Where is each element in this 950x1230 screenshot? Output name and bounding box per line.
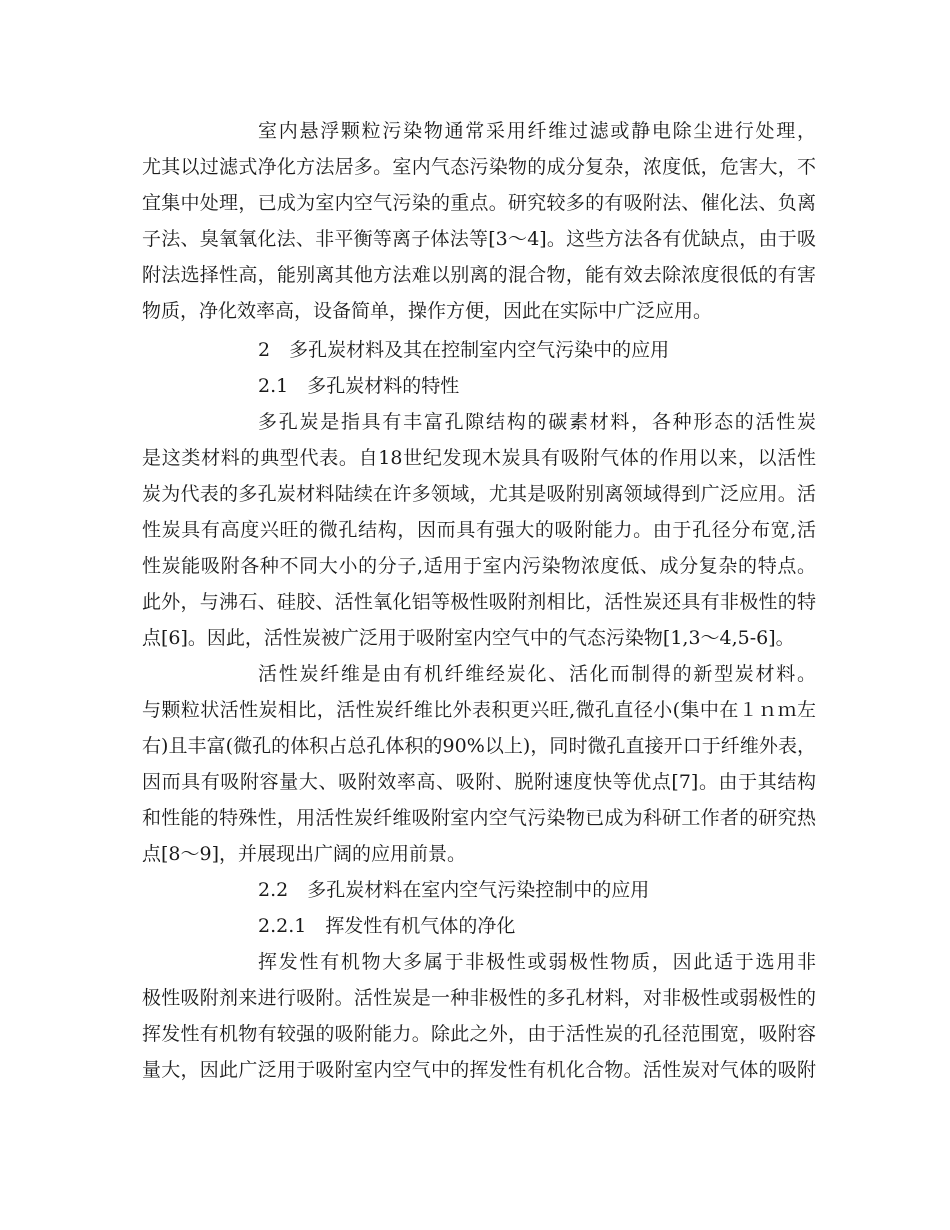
text-line: 此外，与沸石、硅胶、活性氧化铝等极性吸附剂相比，活性炭还具有非极性的特	[142, 591, 816, 613]
text-line: 点[6]。因此，活性炭被广泛用于吸附室内空气中的气态污染物[1,3～4,5-6]。	[142, 627, 795, 649]
text-line: 量大，因此广泛用于吸附室内空气中的挥发性有机化合物。活性炭对气体的吸附	[142, 1059, 816, 1081]
text-line: 附法选择性高，能别离其他方法难以别离的混合物，能有效去除浓度很低的有害	[142, 264, 816, 286]
subsubsection-heading: 2.2.1 挥发性有机气体的净化	[258, 915, 516, 937]
text-line: 右)且丰富(微孔的体积占总孔体积的90%以上)，同时微孔直接开口于纤维外表，	[142, 735, 816, 757]
paragraph	[142, 944, 816, 1088]
text-line: 多孔炭是指具有丰富孔隙结构的碳素材料，各种形态的活性炭	[258, 411, 816, 433]
text-line: 挥发性有机物有较强的吸附能力。除此之外，由于活性炭的孔径范围宽，吸附容	[142, 1023, 816, 1045]
section-heading: 2 多孔炭材料及其在控制室内空气污染中的应用	[258, 339, 670, 361]
text-line: 尤其以过滤式净化方法居多。室内气态污染物的成分复杂，浓度低，危害大，不	[142, 156, 816, 178]
paragraph	[142, 656, 816, 872]
paragraph	[142, 113, 816, 329]
text-line: 物质，净化效率高，设备简单，操作方便，因此在实际中广泛应用。	[142, 300, 713, 322]
text-line: 与颗粒状活性炭相比，活性炭纤维比外表积更兴旺,微孔直径小(集中在１ｎｍ左	[142, 699, 816, 721]
text-line: 性炭具有高度兴旺的微孔结构，因而具有强大的吸附能力。由于孔径分布宽,活	[142, 519, 816, 541]
subsection-heading: 2.1 多孔炭材料的特性	[258, 375, 460, 397]
text-line: 性炭能吸附各种不同大小的分子,适用于室内污染物浓度低、成分复杂的特点。	[142, 555, 816, 577]
text-line: 是这类材料的典型代表。自18世纪发现木炭具有吸附气体的作用以来，以活性	[142, 447, 816, 469]
text-line: 挥发性有机物大多属于非极性或弱极性物质，因此适于选用非	[258, 951, 816, 973]
document-page	[142, 113, 816, 1088]
paragraph	[142, 404, 816, 656]
text-line: 活性炭纤维是由有机纤维经炭化、活化而制得的新型炭材料。	[258, 663, 816, 685]
text-line: 因而具有吸附容量大、吸附效率高、吸附、脱附速度快等优点[7]。由于其结构	[142, 771, 816, 793]
subsection-heading: 2.2 多孔炭材料在室内空气污染控制中的应用	[258, 879, 650, 901]
text-line: 炭为代表的多孔炭材料陆续在许多领域，尤其是吸附别离领域得到广泛应用。活	[142, 483, 816, 505]
text-line: 子法、臭氧氧化法、非平衡等离子体法等[3～4]。这些方法各有优缺点，由于吸	[142, 228, 816, 250]
text-line: 宜集中处理，已成为室内空气污染的重点。研究较多的有吸附法、催化法、负离	[142, 192, 816, 214]
text-line: 和性能的特殊性，用活性炭纤维吸附室内空气污染物已成为科研工作者的研究热	[142, 807, 816, 829]
text-line: 极性吸附剂来进行吸附。活性炭是一种非极性的多孔材料，对非极性或弱极性的	[142, 987, 816, 1009]
text-line: 点[8～9]，并展现出广阔的应用前景。	[142, 843, 467, 865]
text-line: 室内悬浮颗粒污染物通常采用纤维过滤或静电除尘进行处理，	[258, 120, 816, 142]
